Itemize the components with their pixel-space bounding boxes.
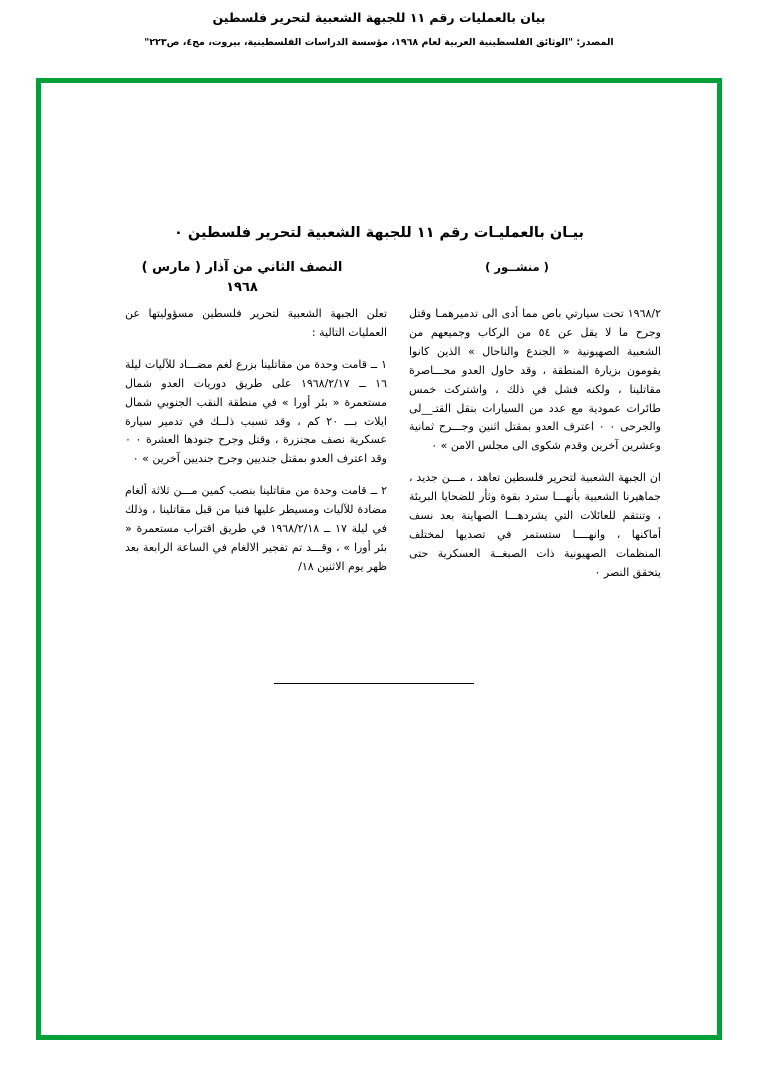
body-column-right [125,305,387,590]
document-header [0,0,758,49]
section-divider [274,683,474,684]
publication-marker: ( منشــور ) [485,260,549,274]
paragraph-operation-2-cont: ١٩٦٨/٢ تحت سيارتي باص مما أدى الى تدميرهمـا وقتل وجرح ما لا يقل عن ٥٤ من الركاب وجميعهم من الشعبية الصهيونية « الجندع والناحال » الذين كانوا يقومون بزيارة المنطقة ، وقد حاول العدو محـــاصرة مقاتلينا ، ولكنه فشل في ذلك ، واشتركت خمس طائرات عمودية مع عدد من السيارات بنقل القتـ__لى والجرحى ٠ ٠ اعترف العدو بمقتل اثنين وجـــرح ثمانية وعشرين آخرين وقدم شكوى الى مجلس الامن » ٠ [409,307,661,453]
document-content [41,83,717,1035]
paragraph-closing: ان الجبهة الشعبية لتحرير فلسطين تعاهد ، مـــن جديد ، جماهيرنا الشعبية بأنهـــا سترد بقوة وثأر للضحايا البريئة ، وتنتقم للعائلات التي يشردهـــا الصهاينة بعد نسف أماكنها ، وانهــــا ستستمر في تصديها لمختلف المنظمات الصهيونية ذات الصبغــة العسكرية حتى يتحقق النصر ٠ [409,471,661,579]
paragraph-operation-2: ٢ ــ قامت وحدة من مقاتلينا بنصب كمين مـــن ثلاثة ألغام مضادة للآليات ومسيطر عليها فنيا من قبل مقاتلينا ، وذلك في ليلة ١٧ ــ ١٩٦٨/٢/١٨ في طريق اقتراب مستعمرة « بئر أورا » ، وقـــد تم تفجير الالغام في الساعة الرابعة بعد ظهر يوم الاثنين ١٨/ [125,484,387,573]
paragraph-operation-1: ١ ــ قامت وحدة من مقاتلينا بزرع لغم مضـــاد للآليات ليلة ١٦ ــ ١٩٦٨/٢/١٧ على طريق دوريات العدو شمال مستعمرة « بئر أورا » في منطقة النقب الجنوبي شمال ايلات بـــ ٢٠ كم ، وقد تسبب ذلــك في تدمير سيارة عسكرية نصف مجنزرة ، وقتل وجرح جنودها العشرة ٠ ٠ وقد اعترف العدو بمقتل جنديين وجرح جنديين آخرين » ٠ [125,357,387,466]
date-block [107,258,377,297]
page-title: بيان بالعمليات رقم ١١ للجبهة الشعبية لتحرير فلسطين [212,10,546,25]
date-line-year: ١٩٦٨ [226,279,258,295]
date-line-primary: النصف الثاني من آذار ( مارس ) [141,260,343,275]
paragraph-intro: تعلن الجبهة الشعبية لتحرير فلسطين مسؤوليتها عن العمليات التالية : [125,307,387,339]
green-border-frame [36,78,722,1040]
body-column-left [409,305,661,596]
source-citation: المصدر: "الوثائق الفلسطينية العربية لعام ١٩٦٨، مؤسسة الدراسات الفلسطينية، بيروت، مج٤، ص٢٢٣" [144,36,614,48]
statement-headline: بيـان بالعمليـات رقم ١١ للجبهة الشعبية لتحرير فلسطين ٠ [174,225,584,241]
